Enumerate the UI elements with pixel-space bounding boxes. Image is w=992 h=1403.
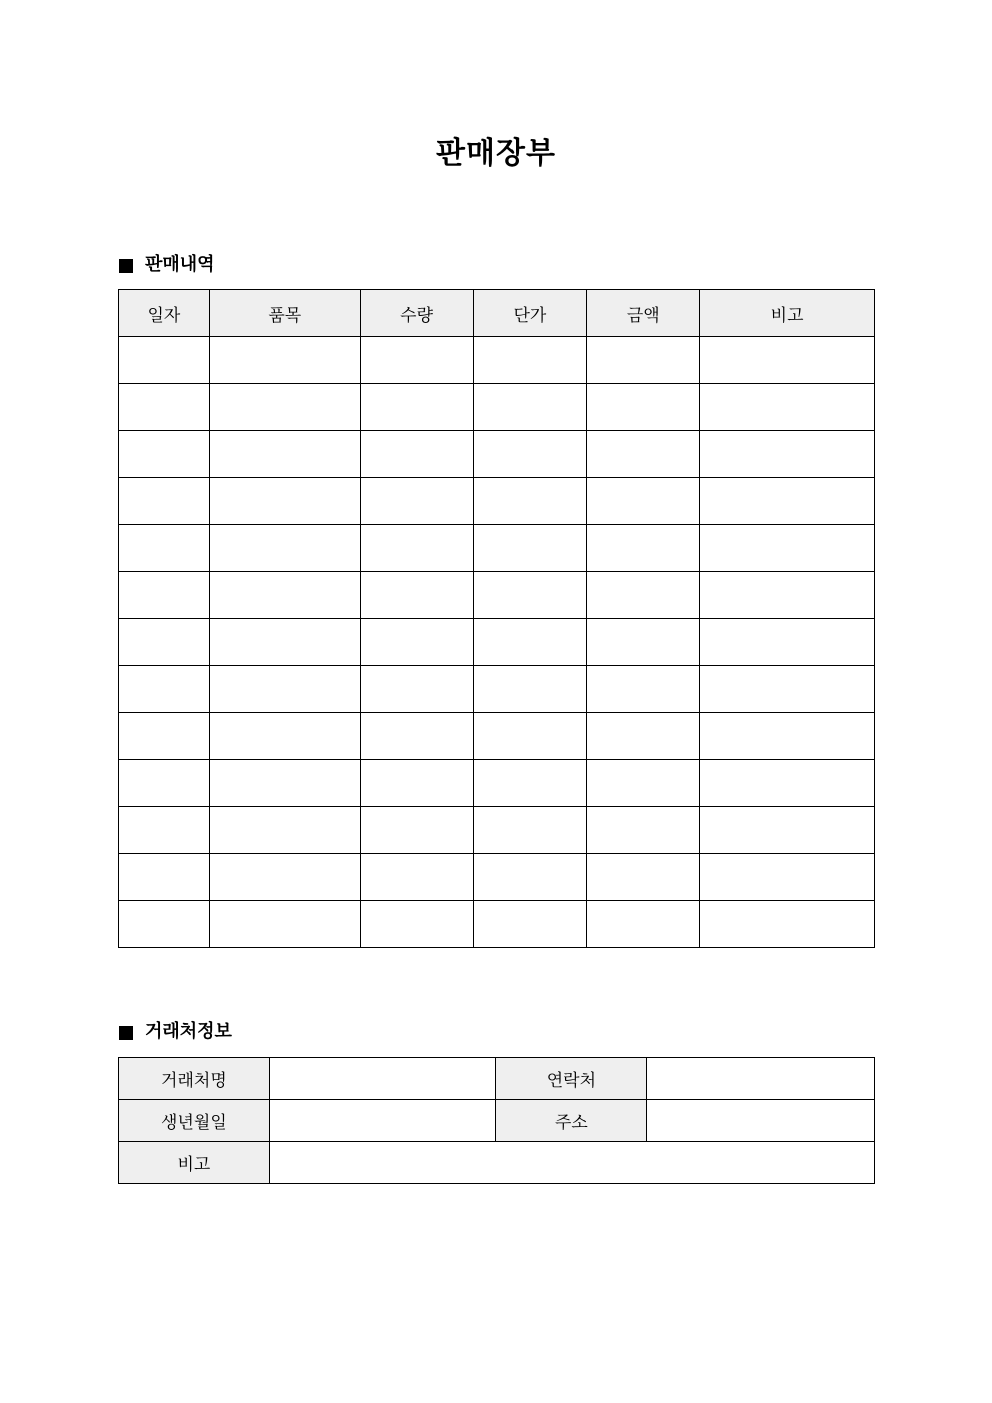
sales-cell-quantity[interactable] xyxy=(360,666,473,713)
sales-cell-unit-price[interactable] xyxy=(473,337,587,384)
sales-section-heading xyxy=(119,252,215,278)
sales-cell-quantity[interactable] xyxy=(360,854,473,901)
sales-cell-item[interactable] xyxy=(209,431,360,478)
column-header-amount: 금액 xyxy=(587,290,700,337)
sales-cell-date[interactable] xyxy=(119,713,210,760)
sales-cell-unit-price[interactable] xyxy=(473,901,587,948)
sales-cell-date[interactable] xyxy=(119,525,210,572)
sales-cell-item[interactable] xyxy=(209,572,360,619)
sales-cell-quantity[interactable] xyxy=(360,525,473,572)
sales-cell-date[interactable] xyxy=(119,478,210,525)
sales-cell-item[interactable] xyxy=(209,901,360,948)
sales-cell-amount[interactable] xyxy=(587,666,700,713)
sales-cell-unit-price[interactable] xyxy=(473,854,587,901)
sales-cell-item[interactable] xyxy=(209,807,360,854)
sales-cell-item[interactable] xyxy=(209,760,360,807)
sales-cell-unit-price[interactable] xyxy=(473,619,587,666)
sales-cell-unit-price[interactable] xyxy=(473,431,587,478)
sales-cell-amount[interactable] xyxy=(587,525,700,572)
table-header-row xyxy=(119,290,875,337)
client-note-label: 비고 xyxy=(119,1142,270,1184)
sales-cell-item[interactable] xyxy=(209,666,360,713)
sales-cell-date[interactable] xyxy=(119,901,210,948)
sales-cell-note[interactable] xyxy=(700,478,875,525)
table-row xyxy=(119,619,875,666)
page-title: 판매장부 xyxy=(436,136,556,171)
client-address-field[interactable] xyxy=(647,1100,875,1142)
sales-cell-quantity[interactable] xyxy=(360,807,473,854)
sales-cell-amount[interactable] xyxy=(587,854,700,901)
table-row xyxy=(119,478,875,525)
client-contact-label: 연락처 xyxy=(496,1058,647,1100)
sales-cell-amount[interactable] xyxy=(587,901,700,948)
sales-cell-unit-price[interactable] xyxy=(473,713,587,760)
sales-cell-note[interactable] xyxy=(700,666,875,713)
sales-cell-note[interactable] xyxy=(700,760,875,807)
sales-cell-amount[interactable] xyxy=(587,807,700,854)
sales-cell-note[interactable] xyxy=(700,901,875,948)
sales-cell-amount[interactable] xyxy=(587,713,700,760)
sales-cell-date[interactable] xyxy=(119,431,210,478)
sales-cell-unit-price[interactable] xyxy=(473,666,587,713)
sales-cell-amount[interactable] xyxy=(587,478,700,525)
sales-cell-unit-price[interactable] xyxy=(473,572,587,619)
sales-cell-note[interactable] xyxy=(700,384,875,431)
sales-cell-date[interactable] xyxy=(119,854,210,901)
column-header-quantity: 수량 xyxy=(360,290,473,337)
table-row xyxy=(119,713,875,760)
table-row xyxy=(119,854,875,901)
sales-cell-amount[interactable] xyxy=(587,431,700,478)
table-row xyxy=(119,431,875,478)
sales-cell-item[interactable] xyxy=(209,337,360,384)
sales-cell-date[interactable] xyxy=(119,760,210,807)
square-bullet-icon xyxy=(119,259,133,273)
sales-cell-amount[interactable] xyxy=(587,337,700,384)
sales-cell-unit-price[interactable] xyxy=(473,478,587,525)
table-row xyxy=(119,807,875,854)
sales-cell-item[interactable] xyxy=(209,478,360,525)
sales-cell-quantity[interactable] xyxy=(360,901,473,948)
client-address-label: 주소 xyxy=(496,1100,647,1142)
sales-cell-quantity[interactable] xyxy=(360,572,473,619)
sales-cell-date[interactable] xyxy=(119,666,210,713)
sales-cell-item[interactable] xyxy=(209,619,360,666)
table-row xyxy=(119,384,875,431)
sales-cell-item[interactable] xyxy=(209,854,360,901)
sales-cell-date[interactable] xyxy=(119,807,210,854)
client-section-heading xyxy=(119,1019,232,1045)
sales-cell-amount[interactable] xyxy=(587,619,700,666)
sales-cell-note[interactable] xyxy=(700,713,875,760)
sales-cell-quantity[interactable] xyxy=(360,431,473,478)
table-row xyxy=(119,901,875,948)
column-header-note: 비고 xyxy=(700,290,875,337)
sales-cell-item[interactable] xyxy=(209,713,360,760)
table-row xyxy=(119,525,875,572)
sales-table xyxy=(118,289,875,948)
sales-cell-quantity[interactable] xyxy=(360,619,473,666)
sales-cell-unit-price[interactable] xyxy=(473,384,587,431)
table-row xyxy=(119,572,875,619)
sales-cell-quantity[interactable] xyxy=(360,713,473,760)
sales-heading-label: 판매내역 xyxy=(145,254,215,275)
sales-cell-item[interactable] xyxy=(209,525,360,572)
sales-cell-quantity[interactable] xyxy=(360,384,473,431)
sales-cell-date[interactable] xyxy=(119,572,210,619)
sales-cell-amount[interactable] xyxy=(587,384,700,431)
column-header-item: 품목 xyxy=(209,290,360,337)
table-row xyxy=(119,1100,875,1142)
client-name-label: 거래처명 xyxy=(119,1058,270,1100)
sales-cell-note[interactable] xyxy=(700,337,875,384)
client-heading-label: 거래처정보 xyxy=(145,1021,232,1042)
sales-cell-date[interactable] xyxy=(119,337,210,384)
table-row xyxy=(119,666,875,713)
sales-cell-date[interactable] xyxy=(119,619,210,666)
sales-cell-item[interactable] xyxy=(209,384,360,431)
client-note-field[interactable] xyxy=(269,1142,874,1184)
client-birth-field[interactable] xyxy=(269,1100,496,1142)
client-birth-label: 생년월일 xyxy=(119,1100,270,1142)
sales-cell-note[interactable] xyxy=(700,572,875,619)
client-info-table xyxy=(118,1057,875,1184)
table-row xyxy=(119,1142,875,1184)
sales-cell-unit-price[interactable] xyxy=(473,760,587,807)
sales-cell-quantity[interactable] xyxy=(360,760,473,807)
sales-cell-note[interactable] xyxy=(700,619,875,666)
sales-cell-date[interactable] xyxy=(119,384,210,431)
table-row xyxy=(119,337,875,384)
sales-cell-quantity[interactable] xyxy=(360,478,473,525)
sales-cell-note[interactable] xyxy=(700,431,875,478)
client-name-field[interactable] xyxy=(269,1058,496,1100)
square-bullet-icon xyxy=(119,1026,133,1040)
sales-cell-amount[interactable] xyxy=(587,760,700,807)
sales-cell-unit-price[interactable] xyxy=(473,525,587,572)
column-header-unit-price: 단가 xyxy=(473,290,587,337)
sales-cell-amount[interactable] xyxy=(587,572,700,619)
table-row xyxy=(119,1058,875,1100)
sales-cell-note[interactable] xyxy=(700,854,875,901)
sales-cell-unit-price[interactable] xyxy=(473,807,587,854)
sales-cell-quantity[interactable] xyxy=(360,337,473,384)
client-contact-field[interactable] xyxy=(647,1058,875,1100)
table-row xyxy=(119,760,875,807)
column-header-date: 일자 xyxy=(119,290,210,337)
sales-cell-note[interactable] xyxy=(700,525,875,572)
sales-cell-note[interactable] xyxy=(700,807,875,854)
